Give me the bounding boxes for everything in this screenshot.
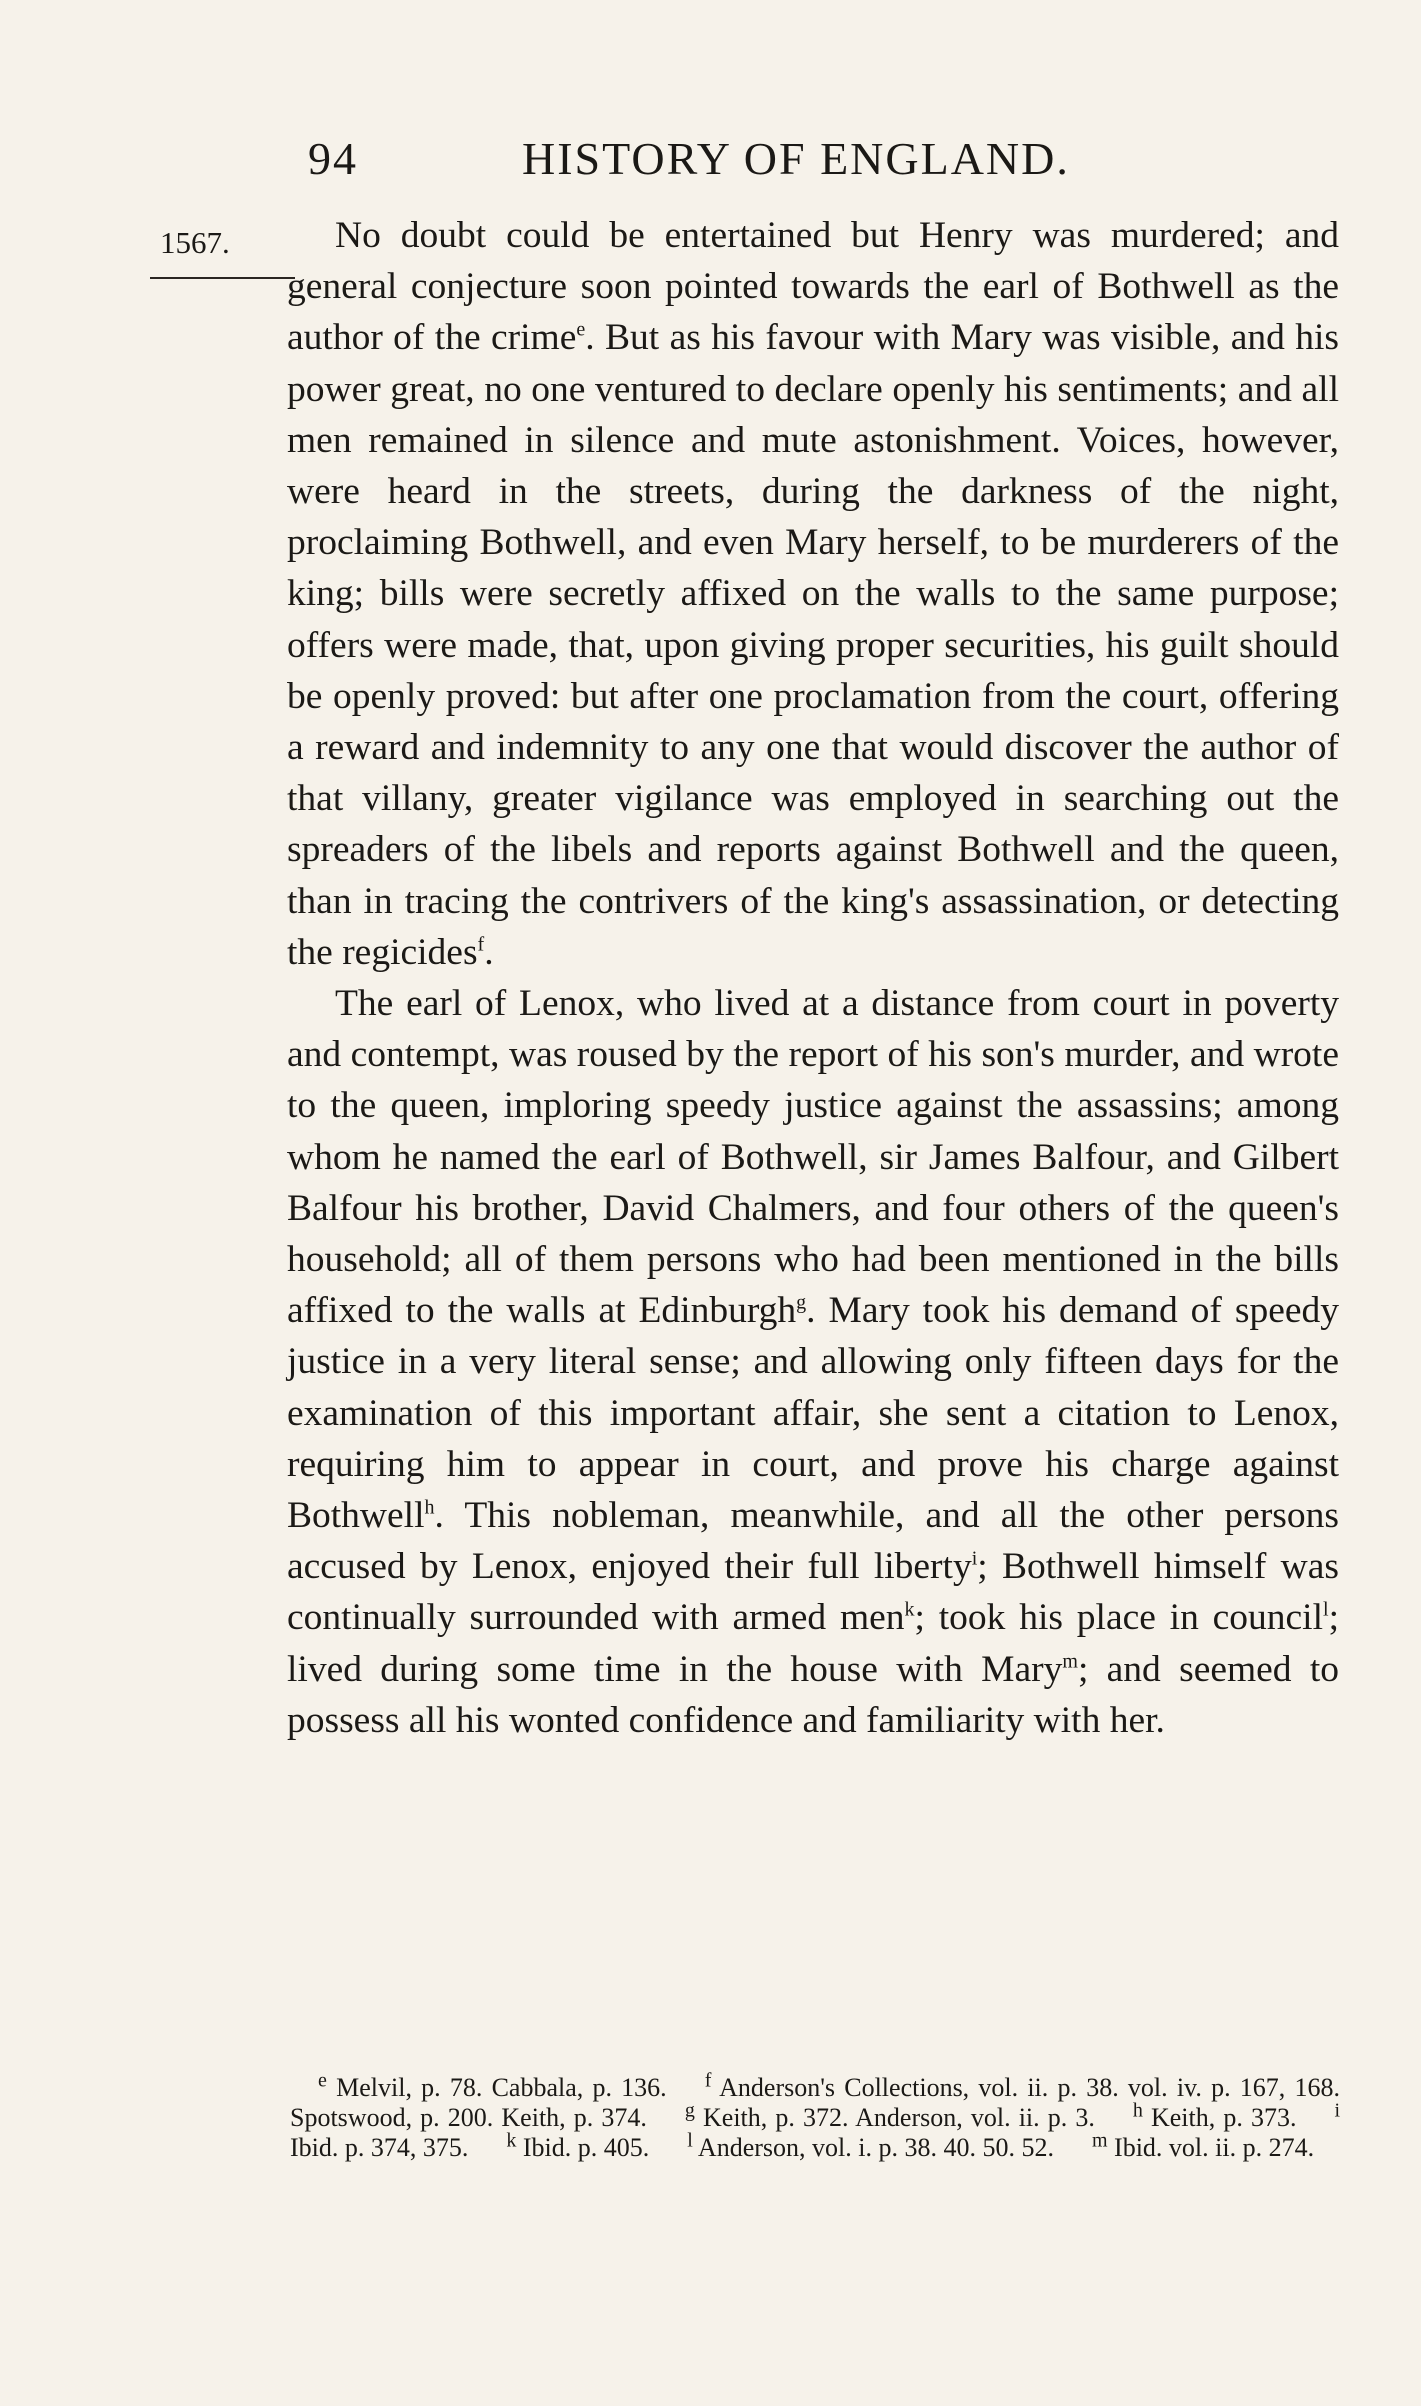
footnote-marker: h	[424, 1496, 435, 1519]
footnote-text: Keith, p. 373.	[1150, 2103, 1297, 2132]
text-run: ; took his place in council	[914, 1597, 1324, 1639]
footnote-text: Ibid. p. 374, 375.	[290, 2133, 469, 2162]
footnote-mark: e	[318, 2069, 327, 2092]
footnote-marker: i	[971, 1547, 978, 1570]
paragraph	[287, 978, 1339, 1746]
footnote-text: Ibid. p. 405.	[522, 2133, 650, 2162]
text-run: ; and seemed to possess all his wonted confidence and familiarity with her.	[287, 1648, 1339, 1741]
footnote-text: Keith, p. 372. Anderson, vol. ii. p. 3.	[703, 2103, 1095, 2132]
footnote-marker: l	[1323, 1598, 1329, 1621]
footnote-text: Melvil, p. 78. Cabbala, p. 136.	[336, 2073, 667, 2102]
footnote-mark: f	[704, 2069, 712, 2092]
text-run: . But as his favour with Mary was visible, and his power great, no one ventured to declare openly his sentiments; and all men remained in silence and mute astonishment. Voices, however, were heard in the streets, during the darkness of the night, proclaiming Bothwell, and even Mary herself, to be murderers of the king; bills were secretly affixed on the walls to the same purpose; offers were made, that, upon giving proper securities, his guilt should be openly proved: but after one proclamation from the court, offering a reward and indemnity to any one that would discover the author of that villany, greater vigilance was employed in searching out the spreaders of the libels and reports against Bothwell and the queen, than in tracing the contrivers of the king's assassination, or detecting the regicides	[287, 317, 1340, 973]
text-run: .	[484, 931, 494, 973]
page-number: 94	[308, 133, 358, 184]
main-text	[287, 210, 1339, 1746]
footnote-block	[290, 2069, 1341, 2163]
footnote-text: Anderson, vol. i. p. 38. 40. 50. 52.	[697, 2133, 1054, 2162]
footnote-mark: g	[684, 2099, 695, 2122]
footnotes	[290, 2069, 1341, 2163]
footnote-mark: m	[1091, 2129, 1108, 2152]
footnote-mark: l	[687, 2129, 693, 2152]
footnote-mark: h	[1132, 2099, 1143, 2122]
footnote-text: Ibid. vol. ii. p. 274.	[1114, 2133, 1315, 2162]
running-title: HISTORY OF ENGLAND.	[522, 133, 1070, 184]
text-run: ; Bothwell himself was continually surrounded with armed men	[287, 1546, 1339, 1639]
paragraph	[287, 210, 1339, 978]
footnote-marker: g	[796, 1291, 807, 1314]
footnote-mark: k	[506, 2129, 517, 2152]
footnote-marker: m	[1062, 1650, 1078, 1673]
running-head	[290, 132, 1120, 192]
footnote-marker: e	[576, 318, 586, 341]
text-run: . This nobleman, meanwhile, and all the other persons accused by Lenox, enjoyed their full liberty	[287, 1495, 1339, 1588]
text-run: . Mary took his demand of speedy justice in a very literal sense; and allowing only fifteen days for the examination of this important affair, she sent a citation to Lenox, requiring him to appear in court, and prove his charge against Bothwell	[287, 1290, 1340, 1537]
text-run: ; lived during some time in the house with Mary	[287, 1597, 1340, 1690]
footnote-text: Anderson's Collections, vol. ii. p. 38. vol. iv. p. 167, 168. Spotswood, p. 200. Keith, p. 374.	[290, 2073, 1341, 2132]
margin-rule	[150, 277, 295, 279]
text-run: No doubt could be entertained but Henry was murdered; and general conjecture soon pointed towards the earl of Bothwell as the author of the crime	[287, 215, 1339, 359]
footnote-marker: f	[477, 933, 485, 956]
footnote-marker: k	[904, 1598, 915, 1621]
text-run: The earl of Lenox, who lived at a distance from court in poverty and contempt, was roused by the report of his son's murder, and wrote to the queen, imploring speedy justice against the assassins; among whom he named the earl of Bothwell, sir James Balfour, and Gilbert Balfour his brother, David Chalmers, and four others of the queen's household; all of them persons who had been mentioned in the bills affixed to the walls at Edinburgh	[287, 983, 1339, 1332]
margin-year-note: 1567.	[160, 225, 230, 260]
footnote-mark: i	[1334, 2099, 1341, 2122]
